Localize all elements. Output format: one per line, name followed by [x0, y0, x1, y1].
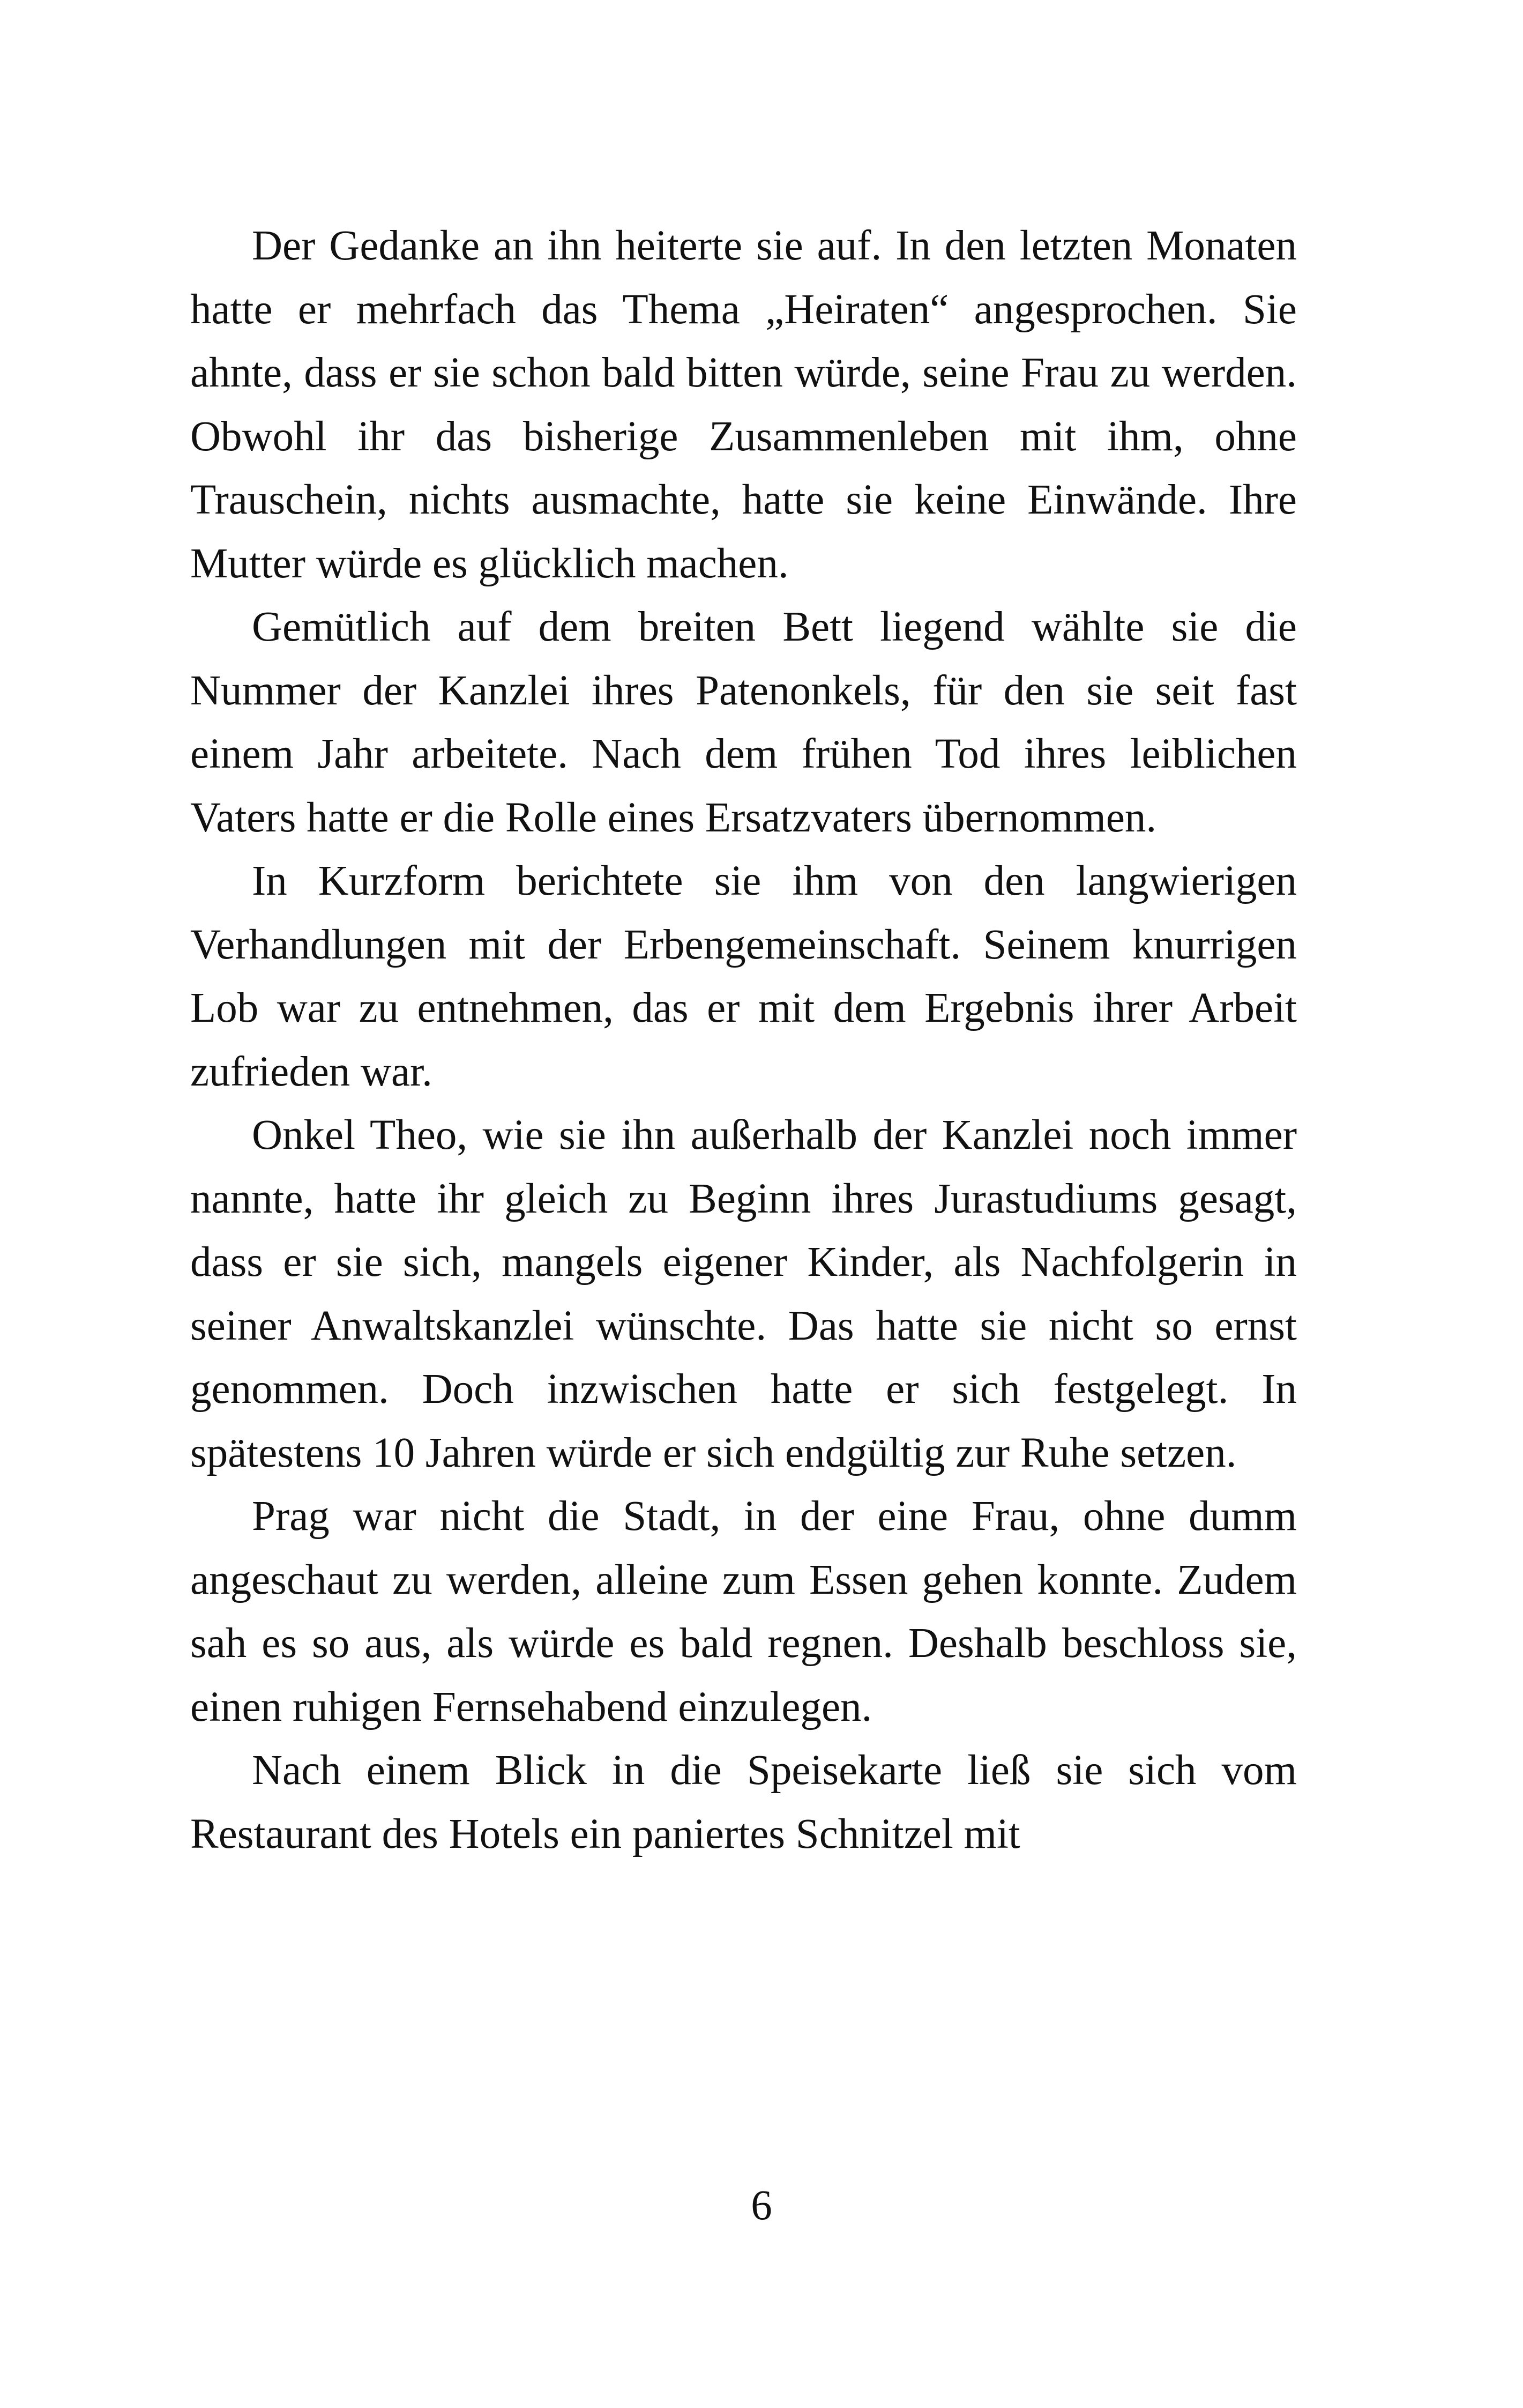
page-number: 6 — [751, 2182, 772, 2229]
paragraph-3: In Kurzform berichtete sie ihm von den langwierigen Verhandlungen mit der Erbengemeinschaft. Seinem knurrigen Lob war zu entnehmen, das er mit dem Ergebnis ihrer Arbeit zufrieden war. — [190, 858, 1297, 1095]
paragraph-6: Nach einem Blick in die Speisekarte ließ sie sich vom Restaurant des Hotels ein paniertes Schnitzel mit — [190, 1747, 1297, 1857]
paragraph-5: Prag war nicht die Stadt, in der eine Frau, ohne dumm angeschaut zu werden, alleine zum Essen gehen konnte. Zudem sah es so aus, als würde es bald regnen. Deshalb beschloss sie, einen ruhigen Fernsehabend einzulegen. — [190, 1493, 1297, 1730]
paragraph-4: Onkel Theo, wie sie ihn außerhalb der Kanzlei noch immer nannte, hatte ihr gleich zu Beginn ihres Jurastudiums gesagt, dass er sie sich, mangels eigener Kinder, als Nachfolgerin in seiner Anwaltskanzlei wünschte. Das hatte sie nicht so ernst genommen. Doch inzwischen hatte er sich festgelegt. In spätestens 10 Jahren würde er sich endgültig zur Ruhe setzen. — [190, 1112, 1297, 1476]
paragraph-1: Der Gedanke an ihn heiterte sie auf. In den letzten Monaten hatte er mehrfach das Thema „Heiraten“ angesprochen. Sie ahnte, dass er sie schon bald bitten würde, seine Frau zu werden. Obwohl ihr das bisherige Zusammenleben mit ihm, ohne Trauschein, nichts ausmachte, hatte sie keine Einwände. Ihre Mutter würde es glücklich machen. — [190, 222, 1297, 587]
paragraph-2: Gemütlich auf dem breiten Bett liegend wählte sie die Nummer der Kanzlei ihres Patenonkels, für den sie seit fast einem Jahr arbeitete. Nach dem frühen Tod ihres leiblichen Vaters hatte er die Rolle eines Ersatzvaters übernommen. — [190, 604, 1297, 841]
body-text — [190, 214, 1297, 1866]
